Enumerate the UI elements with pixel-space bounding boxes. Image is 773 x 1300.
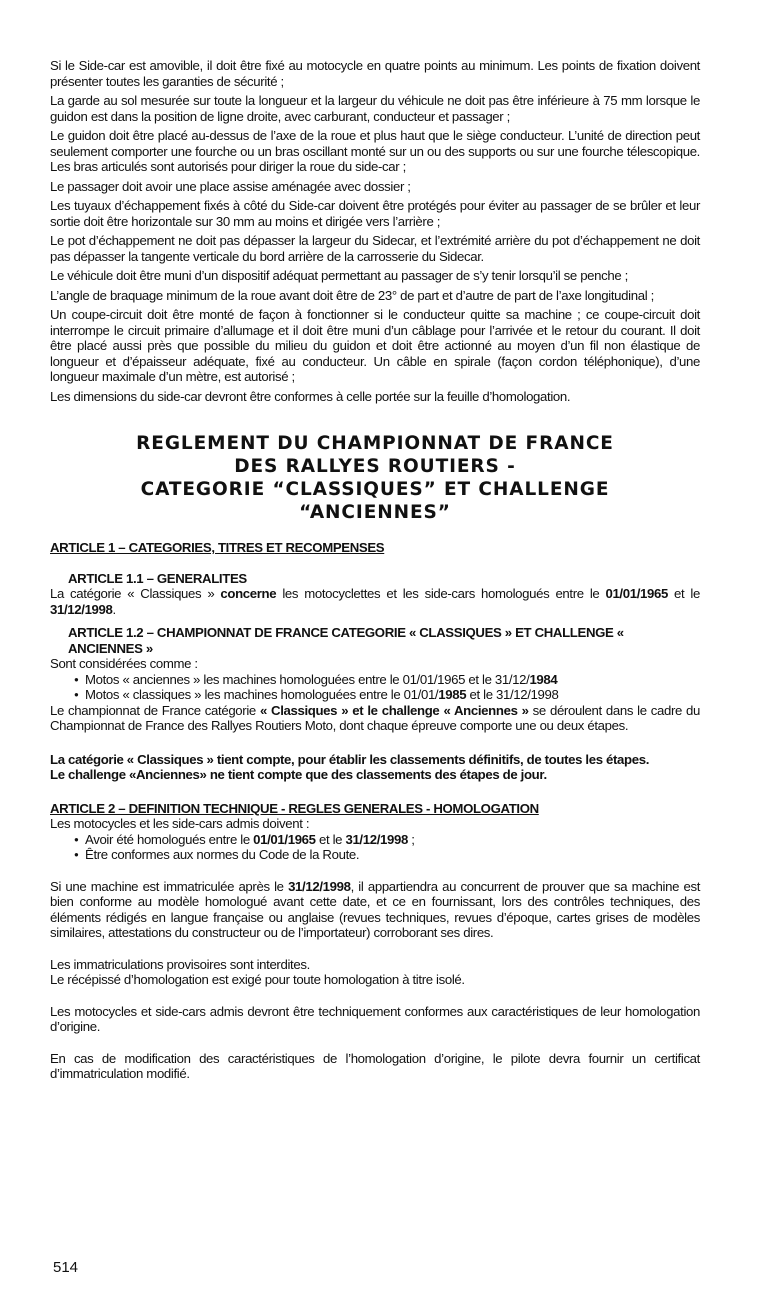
document-page <box>50 58 700 1082</box>
list-item: ● Motos « classiques » les machines homologuées entre le 01/01/1985 et le 31/12/1998 <box>74 687 700 703</box>
article-2-heading: ARTICLE 2 – DEFINITION TECHNIQUE - REGLES GENERALES - HOMOLOGATION <box>50 800 539 816</box>
article-2-text: Le récépissé d’homologation est exigé pour toute homologation à titre isolé. <box>50 972 465 987</box>
article-2-intro: Les motocycles et les side-cars admis doivent : <box>50 816 310 831</box>
paragraph: L’angle de braquage minimum de la roue avant doit être de 23° de part et d’autre de part de l’axe longitudinal ; <box>50 287 654 303</box>
main-title-line: DES RALLYES ROUTIERS - <box>234 456 516 477</box>
bold-note: Le challenge «Anciennes» ne tient compte que des classements des étapes de jour. <box>50 767 547 782</box>
bold-note: La catégorie « Classiques » tient compte, pour établir les classements définitifs, de toutes les étapes. <box>50 751 650 767</box>
main-title-line: REGLEMENT DU CHAMPIONNAT DE FRANCE <box>136 433 614 454</box>
list-item: ● Avoir été homologués entre le 01/01/1965 et le 31/12/1998 ; <box>74 832 700 848</box>
sidecar-rules-section <box>50 58 700 404</box>
main-title <box>50 432 700 524</box>
paragraph: Le véhicule doit être muni d’un dispositif adéquat permettant au passager de s’y tenir lorsqu’il se penche ; <box>50 268 628 283</box>
article-1-2-text: Le championnat de France catégorie « Classiques » et le challenge « Anciennes » se déroulent dans le cadre du Championnat de France des Rallyes Routiers Moto, dont chaque épreuve comporte une ou deux étapes. <box>50 702 701 733</box>
paragraph: Le passager doit avoir une place assise aménagée avec dossier ; <box>50 178 411 194</box>
paragraph: Les dimensions du side-car devront être conformes à celle portée sur la feuille d’homologation. <box>50 388 571 404</box>
article-1-2-heading: ARTICLE 1.2 – CHAMPIONNAT DE FRANCE CATEGORIE « CLASSIQUES » ET CHALLENGE « ANCIENNES » <box>68 625 624 656</box>
article-2-text: Si une machine est immatriculée après le 31/12/1998, il appartiendra au concurrent de prouver que sa machine est bien conforme au modèle homologué avant cette date, et ce en fournissant, lors des contrôles techniques, des éléments rédigés en langue française ou anglaise (revues techniques, revues d’époque, cartes grises de modèles similaires, attestations du constructeur ou de l’importateur) corroborant ses dires. <box>50 878 701 940</box>
page-number: 514 <box>53 1259 79 1276</box>
bullet-list <box>50 832 700 863</box>
list-item: ● Motos « anciennes » les machines homologuées entre le 01/01/1965 et le 31/12/1984 <box>74 672 700 688</box>
paragraph: Si le Side-car est amovible, il doit être fixé au motocycle en quatre points au minimum. Les points de fixation doivent présenter toutes les garanties de sécurité ; <box>50 58 700 89</box>
article-2-text: Les immatriculations provisoires sont interdites. <box>50 956 310 972</box>
article-2-text: En cas de modification des caractéristiques de l’homologation d’origine, le pilote devra fournir un certificat d’immatriculation modifié. <box>50 1050 700 1081</box>
bullet-list <box>50 672 700 703</box>
paragraph: Un coupe-circuit doit être monté de façon à fonctionner si le conducteur quitte sa machine ; ce coupe-circuit doit interrompe le circuit primaire d’allumage et il doit être muni d’un câblage pour l’arrivée et le retour du courant. Il doit être placé aussi près que possible du milieu du guidon et doit être actionné au moyen d’un fil non élastique de longueur et d’épaisseur adéquate, fixé au conducteur. Un câble en spirale (façon cordon téléphonique), d’une longueur maximale d’un mètre, est autorisé ; <box>50 307 700 384</box>
paragraph: La garde au sol mesurée sur toute la longueur et la largeur du véhicule ne doit pas être inférieure à 75 mm lorsque le guidon est dans la position de ligne droite, avec carburant, conducteur et passager ; <box>50 93 700 124</box>
main-title-line: CATEGORIE “CLASSIQUES” ET CHALLENGE <box>140 479 610 500</box>
article-1-1-text: La catégorie « Classiques » concerne les motocyclettes et les side-cars homologués entre le 01/01/1965 et le 31/12/1998. <box>50 586 700 617</box>
article-1-heading: ARTICLE 1 – CATEGORIES, TITRES ET RECOMPENSES <box>50 540 385 555</box>
list-item: ● Être conformes aux normes du Code de la Route. <box>74 847 700 863</box>
main-title-line: “ANCIENNES” <box>299 502 451 523</box>
paragraph: Le guidon doit être placé au-dessus de l’axe de la roue et plus haut que le siège conducteur. L’unité de direction peut seulement comporter une fourche ou un bras oscillant monté sur un ou des supports ou sur une fourche télescopique. Les bras articulés sont autorisés pour diriger la roue du side-car ; <box>50 128 700 174</box>
paragraph: Les tuyaux d’échappement fixés à côté du Side-car doivent être protégés pour éviter au passager de se brûler et leur sortie doit être horizontale sur 30 mm au moins et dirigée vers l’arrière ; <box>50 198 700 229</box>
article-1-2-intro: Sont considérées comme : <box>50 656 198 671</box>
article-1-1-heading: ARTICLE 1.1 – GENERALITES <box>68 570 247 586</box>
paragraph: Le pot d’échappement ne doit pas dépasser la largeur du Sidecar, et l’extrémité arrière du pot d’échappement ne doit pas dépasser la tangente verticale du bord arrière de la carrosserie du Sidecar. <box>50 233 700 264</box>
article-2-text: Les motocycles et side-cars admis devront être techniquement conformes aux caractéristiques de leur homologation d’origine. <box>50 1003 700 1034</box>
